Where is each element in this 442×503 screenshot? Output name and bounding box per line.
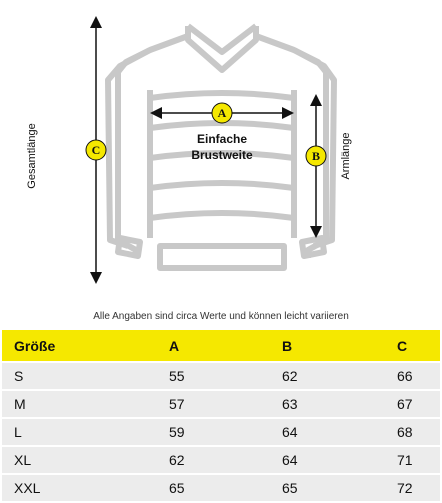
cell-a: 62 (149, 447, 262, 473)
total-length-label: Gesamtlänge (26, 123, 38, 189)
svg-text:C: C (91, 143, 101, 157)
marker-a (212, 103, 232, 123)
marker-c (86, 140, 106, 160)
cell-c: 66 (375, 363, 440, 389)
cell-c: 67 (375, 391, 440, 417)
chest-label-line1: Einfache (196, 132, 247, 146)
table-header-row (2, 330, 440, 361)
size-table (2, 328, 440, 503)
cell-c: 68 (375, 419, 440, 445)
cell-b: 64 (262, 447, 375, 473)
table-row (2, 447, 440, 473)
table-row (2, 419, 440, 445)
cell-c: 72 (375, 475, 440, 501)
chest-label-line2: Brustweite (191, 148, 253, 162)
cell-size: S (2, 363, 149, 389)
header-b: B (262, 330, 375, 361)
cell-size: XXL (2, 475, 149, 501)
table-row (2, 475, 440, 501)
table-row (2, 363, 440, 389)
svg-text:A: A (217, 106, 227, 120)
cell-size: XL (2, 447, 149, 473)
header-size: Größe (2, 330, 149, 361)
cell-a: 59 (149, 419, 262, 445)
cell-b: 65 (262, 475, 375, 501)
cell-a: 57 (149, 391, 262, 417)
disclaimer-note: Alle Angaben sind circa Werte und können leicht variieren (93, 311, 349, 322)
cell-b: 63 (262, 391, 375, 417)
sleeve-length-label: Armlänge (340, 132, 352, 180)
header-a: A (149, 330, 262, 361)
cell-a: 65 (149, 475, 262, 501)
marker-b (306, 146, 326, 166)
cell-c: 71 (375, 447, 440, 473)
cell-size: M (2, 391, 149, 417)
cell-size: L (2, 419, 149, 445)
cell-b: 64 (262, 419, 375, 445)
cell-b: 62 (262, 363, 375, 389)
table-row (2, 391, 440, 417)
cell-a: 55 (149, 363, 262, 389)
svg-text:B: B (311, 149, 321, 163)
header-c: C (375, 330, 440, 361)
chest-width-label (180, 131, 264, 163)
